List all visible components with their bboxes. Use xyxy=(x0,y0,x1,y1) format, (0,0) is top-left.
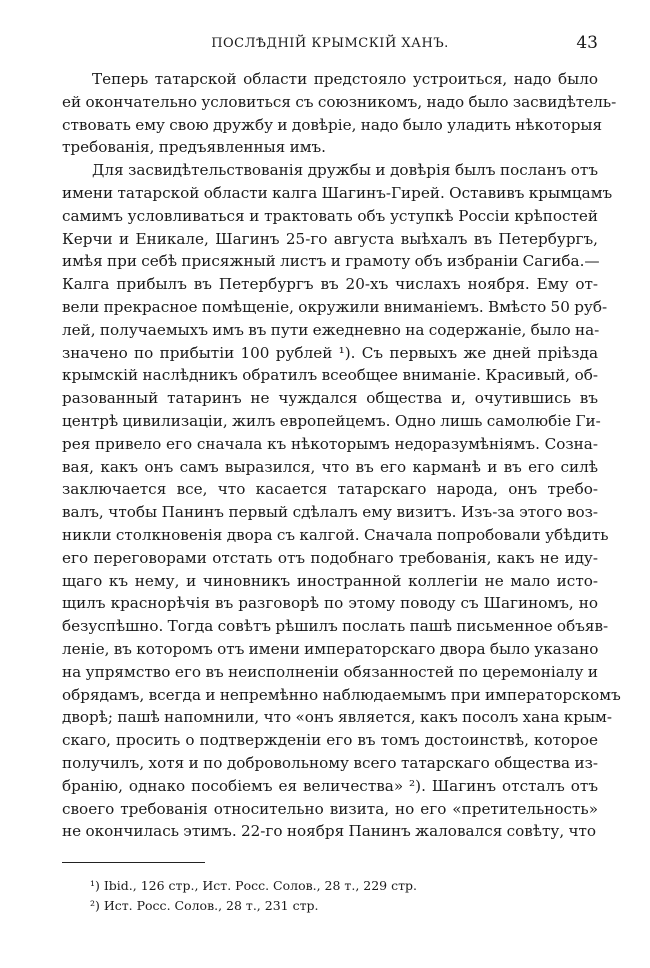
text-line: дворѣ; пашѣ напомнили, что «онъ является, какъ посолъ хана крым- xyxy=(62,708,612,727)
text-line: заключается все, что касается татарскаго народа, онъ требо- xyxy=(62,480,598,499)
text-line: своего требованія относительно визита, но его «претительность» xyxy=(62,799,598,818)
text-line: ствовать ему свою дружбу и довѣріе, надо было уладить нѣкоторыя xyxy=(62,115,603,134)
text-line: вели прекрасное помѣщеніе, окружили вниманіемъ. Вмѣсто 50 руб- xyxy=(62,297,608,316)
footnote-1: ¹) Ibid., 126 стр., Ист. Росс. Солов., 28 т., 229 стр. xyxy=(90,878,417,893)
text-line: леніе, въ которомъ отъ имени императорскаго двора было указано xyxy=(62,639,599,658)
text-line: получилъ, хотя и по добровольному всего татарскаго общества из- xyxy=(62,753,598,772)
text-line: требованія, предъявленныя имъ. xyxy=(62,138,327,157)
text-line: лей, получаемыхъ имъ въ пути ежедневно на содержаніе, было на- xyxy=(62,320,600,339)
text-line: щаго къ нему, и чиновникъ иностранной коллегіи не мало исто- xyxy=(62,571,598,590)
text-line: его переговорами отстать отъ подобнаго требованія, какъ не иду- xyxy=(62,548,598,567)
text-line: скаго, просить о подтвержденіи его въ томъ достоинствѣ, которое xyxy=(62,731,598,750)
text-line: безуспѣшно. Тогда совѣтъ рѣшилъ послать пашѣ письменное объяв- xyxy=(62,617,609,636)
text-line: разованный татаринъ не чуждался общества и, очутившись въ xyxy=(62,389,598,408)
text-line: рея привело его сначала къ нѣкоторымъ недоразумѣніямъ. Созна- xyxy=(62,434,598,453)
text-line: самимъ условливаться и трактовать объ уступкѣ Россіи крѣпостей xyxy=(62,206,598,225)
text-line: Теперь татарской области предстояло устроиться, надо было xyxy=(92,70,598,88)
text-line: обрядамъ, всегда и непремѣнно наблюдаемымъ при императорскомъ xyxy=(62,685,621,704)
text-line: никли столкновенія двора съ калгой. Сначала попробовали убѣдить xyxy=(62,525,609,544)
text-line: Калга прибылъ въ Петербургъ въ 20-хъ числахъ ноября. Ему от- xyxy=(62,275,598,294)
text-line: Керчи и Еникале, Шагинъ 25-го августа выѣхалъ въ Петербургъ, xyxy=(62,229,598,248)
body-text xyxy=(62,68,621,843)
text-line: центрѣ цивилизаціи, жилъ европейцемъ. Одно лишь самолюбіе Ги- xyxy=(62,411,601,430)
text-line: имѣя при себѣ присяжный листъ и грамоту объ избраніи Сагиба.— xyxy=(62,252,600,271)
running-title: ПОСЛѢДНІЙ КРЫМСКІЙ ХАНЪ. xyxy=(211,36,449,51)
footnote-2: ²) Ист. Росс. Солов., 28 т., 231 стр. xyxy=(90,898,319,913)
text-line: крымскій наслѣдникъ обратилъ всеобщее вниманіе. Красивый, об- xyxy=(62,366,598,385)
text-line: валъ, чтобы Панинъ первый сдѣлалъ ему визитъ. Изъ-за этого воз- xyxy=(62,503,598,522)
text-line: щилъ краснорѣчія въ разговорѣ по этому поводу съ Шагиномъ, но xyxy=(62,594,598,613)
text-line: вая, какъ онъ самъ выразился, что въ его карманѣ и въ его силѣ xyxy=(62,457,598,476)
text-line: на упрямство его въ неисполненіи обязанностей по церемоніалу и xyxy=(62,662,598,681)
text-line: значено по прибытіи 100 рублей ¹). Съ первыхъ же дней пріѣзда xyxy=(62,343,598,362)
text-line: ей окончательно условиться съ союзникомъ, надо было засвидѣтель- xyxy=(62,92,617,111)
text-line: имени татарской области калга Шагинъ-Гирей. Оставивъ крымцамъ xyxy=(62,183,613,202)
footnote-divider xyxy=(62,862,205,863)
text-line: Для засвидѣтельствованія дружбы и довѣрія былъ посланъ отъ xyxy=(92,161,598,180)
text-line: не окончилась этимъ. 22-го ноября Панинъ жаловался совѣту, что xyxy=(62,822,597,841)
page-number: 43 xyxy=(576,33,598,53)
footnotes xyxy=(90,876,417,916)
text-line: бранію, однако пособіемъ ея величества» ²). Шагинъ отсталъ отъ xyxy=(62,776,598,795)
page-header xyxy=(62,33,598,53)
